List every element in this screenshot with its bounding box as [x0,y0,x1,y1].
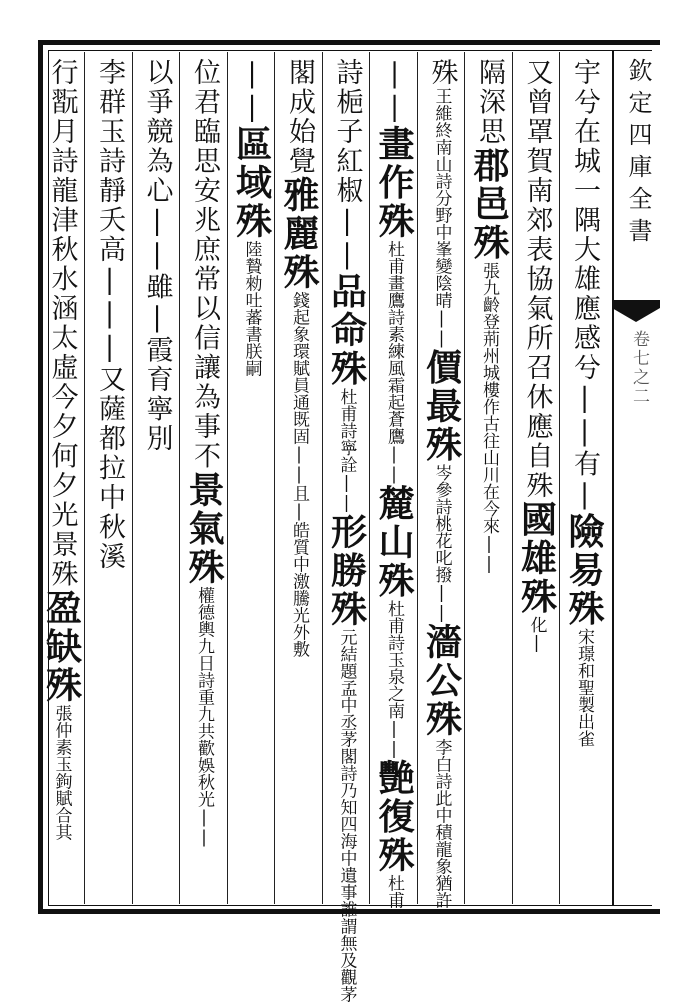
annotation-text: 杜甫畫鷹詩素練風霜起蒼鷹|| [384,240,404,485]
headword: 價最殊 [420,348,463,464]
headword: 形勝殊 [325,513,368,629]
text-column [418,58,464,909]
text-column [513,58,559,898]
body-text: 李群玉詩靜夭高|||又薩都拉中秋溪 [94,58,125,572]
annotation-text: 張仲素玉鉤賦合其 [51,704,72,841]
headword: 濇公殊 [420,623,463,739]
body-text: 位君臨思安兆庶常以信讓為事不 [189,58,220,471]
body-text: 以爭競為心||雖|霞育寧別 [141,58,173,454]
body-text: 殊 [426,58,458,88]
headword: 盈缺殊 [40,589,83,705]
annotation-text: 錢起象環賦員通既固||且|皓質中激騰光外敷 [289,291,309,658]
text-column [323,58,369,1003]
text-column [38,58,84,898]
headword: 險易殊 [563,512,605,628]
body-text: 閣成始覺 [284,58,315,176]
column-divider [132,52,133,904]
headword: 品命殊 [325,272,368,388]
headword: 景氣殊 [183,471,225,587]
headword: 國雄殊 [515,500,558,616]
text-column [228,58,274,898]
column-divider [464,52,465,904]
body-text: || [379,58,410,125]
text-column [180,58,226,898]
headword: 麓山殊 [373,484,415,600]
annotation-text: 元結題孟中丞茅閣詩乃知四海中遺事誰謂無及觀茅 [336,628,357,1003]
text-column [370,58,416,909]
body-text: 隔深思 [474,58,505,147]
annotation-text: 化| [526,616,547,653]
running-title: 欽定四庫全書 [624,58,652,250]
annotation-text: 王維終南山詩分野中峯變陰晴|| [431,87,452,349]
column-divider [322,52,323,904]
headword: 畫作殊 [373,125,415,241]
text-column [465,58,511,898]
column-divider [179,52,180,904]
annotation-text: 張九齡登荊州城樓作古往山川在今來|| [479,262,499,574]
column-divider [417,52,418,904]
column-divider [512,52,513,904]
annotation-text: 岑參詩桃花叱撥|| [431,464,452,623]
annotation-text: 杜甫詩玉泉之南|| [384,600,404,759]
annotation-text: 宋璟和聖製出雀 [574,628,594,747]
headword: 郡邑殊 [468,146,510,262]
body-text: 宇兮在城一隅大雄應感兮||有| [569,58,600,513]
annotation-text: 李白詩此中積龍象猶許 [431,738,452,909]
body-text: 行翫月詩龍津秋水涵太虛今夕何夕光景殊 [46,58,78,589]
column-divider [84,52,85,904]
body-text: || [236,58,268,125]
text-column [133,58,179,898]
annotation-text: 杜甫 [384,874,404,909]
annotation-text: 權德輿九日詩重九共歡娛秋光|| [194,586,214,848]
volume-label: 卷七之二 [629,330,649,406]
annotation-text: 陸贄勑吐蕃書朕嗣 [241,240,262,377]
column-divider [227,52,228,904]
column-divider [559,52,560,904]
headword: 雅麗殊 [278,176,320,292]
headword: 艷復殊 [373,759,415,875]
headword: 區域殊 [230,125,273,241]
body-text: 詩梔子紅椒|| [331,58,363,273]
text-column [85,58,131,898]
annotation-text: 杜甫詩寧詮|| [336,388,357,513]
fish-tail-ornament-icon [612,300,660,322]
column-divider [274,52,275,904]
body-text: 又曾罩賀南郊表協氣所召休應自殊 [521,58,553,501]
text-column [560,58,606,898]
column-divider [369,52,370,904]
text-column [275,58,321,898]
